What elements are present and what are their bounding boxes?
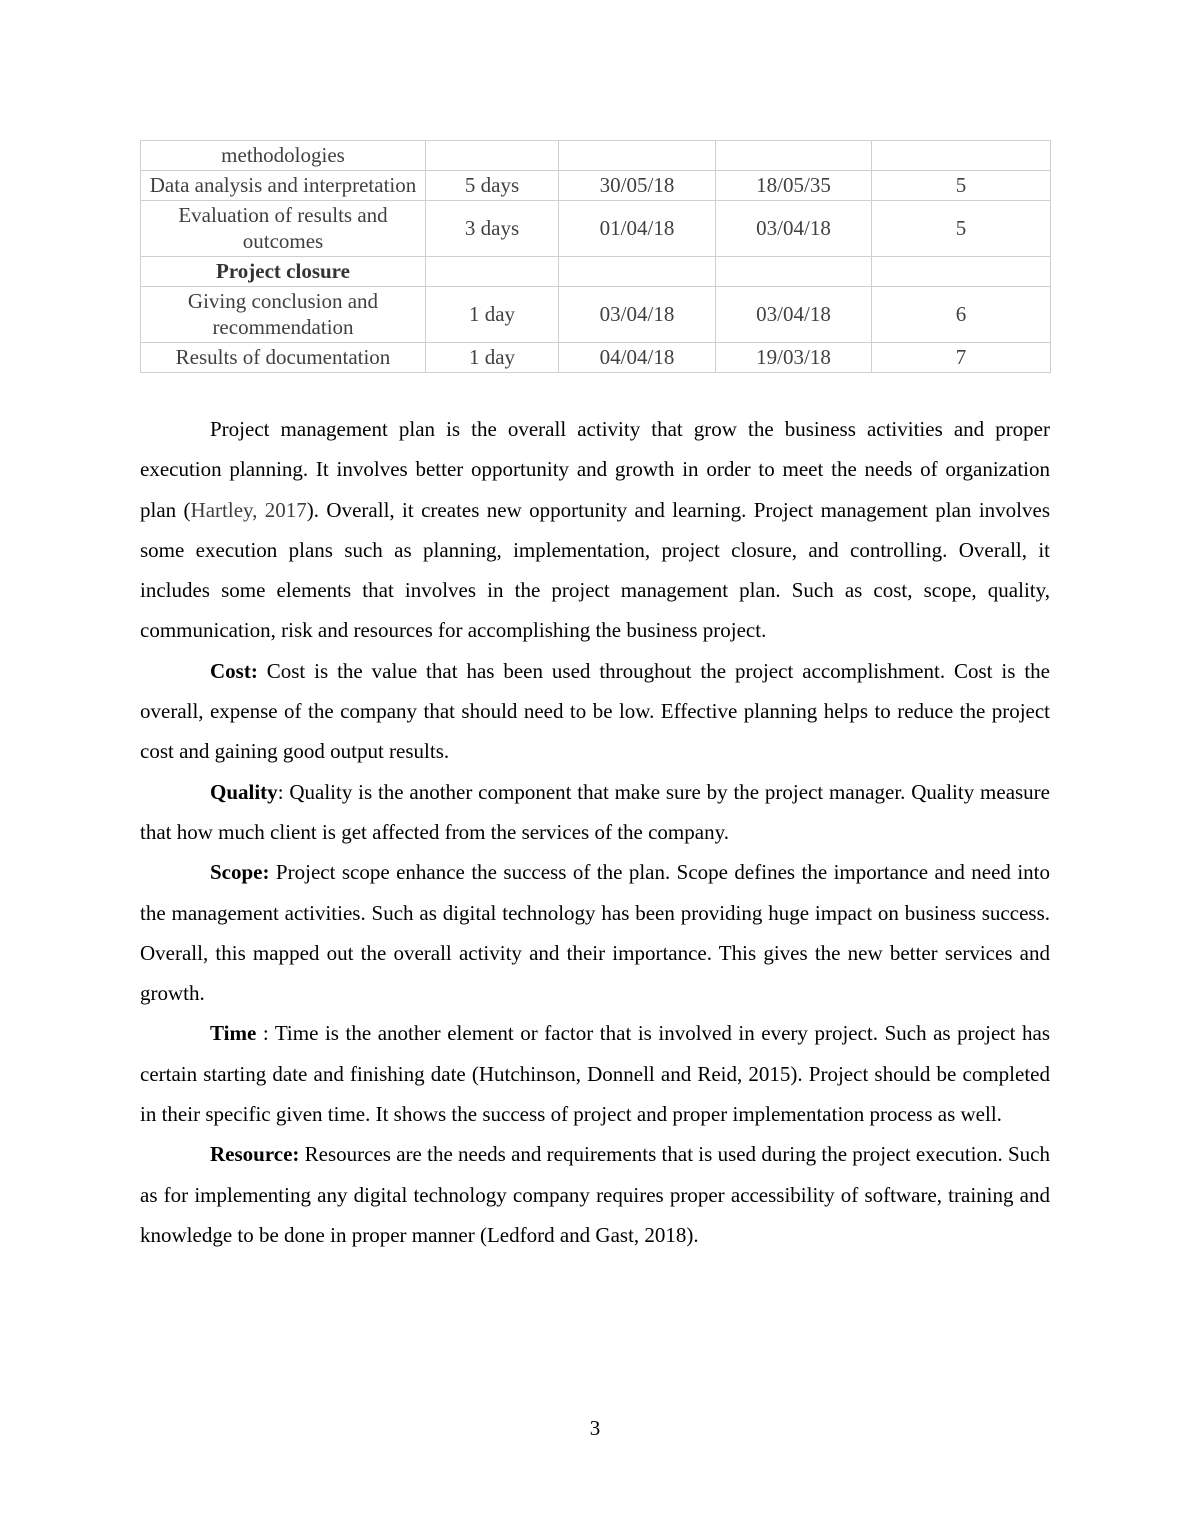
- schedule-table-body: [141, 141, 1051, 373]
- schedule-table: [140, 140, 1051, 373]
- table-cell: 30/05/18: [559, 171, 716, 201]
- table-cell: Data analysis and interpretation: [141, 171, 426, 201]
- table-cell: [426, 141, 559, 171]
- table-cell: 7: [872, 343, 1051, 373]
- cost-paragraph: [140, 651, 1050, 772]
- quality-label: Quality: [210, 779, 278, 804]
- scope-paragraph: [140, 852, 1050, 1013]
- table-cell: 03/04/18: [716, 287, 872, 343]
- table-row: [141, 343, 1051, 373]
- quality-text: : Quality is the another component that make sure by the project manager. Quality measure that how much client is get affected from the services of the company.: [140, 779, 1050, 844]
- intro-text-1: Project management plan is the overall activity that grow the business activities and proper execution planning. It involves better opportunity and growth in order to meet the needs of organization plan (: [140, 417, 1050, 522]
- table-cell: 3 days: [426, 201, 559, 257]
- table-cell: 1 day: [426, 343, 559, 373]
- intro-text-2: ). Overall, it creates new opportunity and learning. Project management plan involves some execution plans such as planning, implementation, project closure, and controlling. Overall, it includes some elements that involves in the project management plan. Such as cost, scope, quality, communication, risk and resources for accomplishing the business project.: [140, 497, 1050, 643]
- table-cell: [716, 257, 872, 287]
- table-cell: 03/04/18: [559, 287, 716, 343]
- cost-text: Cost is the value that has been used throughout the project accomplishment. Cost is the overall, expense of the company that should need to be low. Effective planning helps to reduce the project cost and gaining good output results.: [140, 658, 1050, 764]
- table-cell: 04/04/18: [559, 343, 716, 373]
- resource-text: Resources are the needs and requirements that is used during the project execution. Such as for implementing any digital technology company requires proper accessibility of software, training and knowledge to be done in proper manner (Ledford and Gast, 2018).: [140, 1142, 1050, 1247]
- time-paragraph: [140, 1013, 1050, 1134]
- citation-hartley: Hartley, 2017: [190, 497, 307, 522]
- body-text: [140, 409, 1050, 1255]
- table-cell: [872, 257, 1051, 287]
- table-cell: 5 days: [426, 171, 559, 201]
- table-cell: [559, 257, 716, 287]
- table-cell: methodologies: [141, 141, 426, 171]
- table-cell: [716, 141, 872, 171]
- table-row: [141, 141, 1051, 171]
- table-cell: 6: [872, 287, 1051, 343]
- table-cell: 5: [872, 201, 1051, 257]
- table-row: [141, 257, 1051, 287]
- scope-text: Project scope enhance the success of the plan. Scope defines the importance and need into the management activities. Such as digital technology has been providing huge impact on business success. Overall, this mapped out the overall activity and their importance. This gives the new better services and growth.: [140, 860, 1050, 1006]
- scope-label: Scope:: [210, 860, 270, 885]
- table-cell: 19/03/18: [716, 343, 872, 373]
- table-row: [141, 287, 1051, 343]
- time-text: : Time is the another element or factor that is involved in every project. Such as project has certain starting date and finishing date (Hutchinson, Donnell and Reid, 2015). Project should be completed in their specific given time. It shows the success of project and proper implementation process as well.: [140, 1021, 1050, 1127]
- page-number: 3: [589, 1416, 601, 1440]
- table-row: [141, 201, 1051, 257]
- table-cell: 5: [872, 171, 1051, 201]
- resource-label: Resource:: [210, 1142, 300, 1167]
- quality-paragraph: [140, 772, 1050, 853]
- table-cell: [426, 257, 559, 287]
- table-cell: 03/04/18: [716, 201, 872, 257]
- intro-paragraph: [140, 409, 1050, 651]
- table-cell: 18/05/35: [716, 171, 872, 201]
- table-cell: Results of documentation: [141, 343, 426, 373]
- table-cell: 1 day: [426, 287, 559, 343]
- time-label: Time: [210, 1021, 257, 1046]
- page-content: [140, 140, 1050, 1255]
- cost-label: Cost:: [210, 658, 258, 683]
- table-cell: [559, 141, 716, 171]
- resource-paragraph: [140, 1134, 1050, 1255]
- table-cell: 01/04/18: [559, 201, 716, 257]
- table-cell: [872, 141, 1051, 171]
- table-cell: Giving conclusion and recommendation: [141, 287, 426, 343]
- table-cell: Project closure: [141, 257, 426, 287]
- table-cell: Evaluation of results and outcomes: [141, 201, 426, 257]
- table-row: [141, 171, 1051, 201]
